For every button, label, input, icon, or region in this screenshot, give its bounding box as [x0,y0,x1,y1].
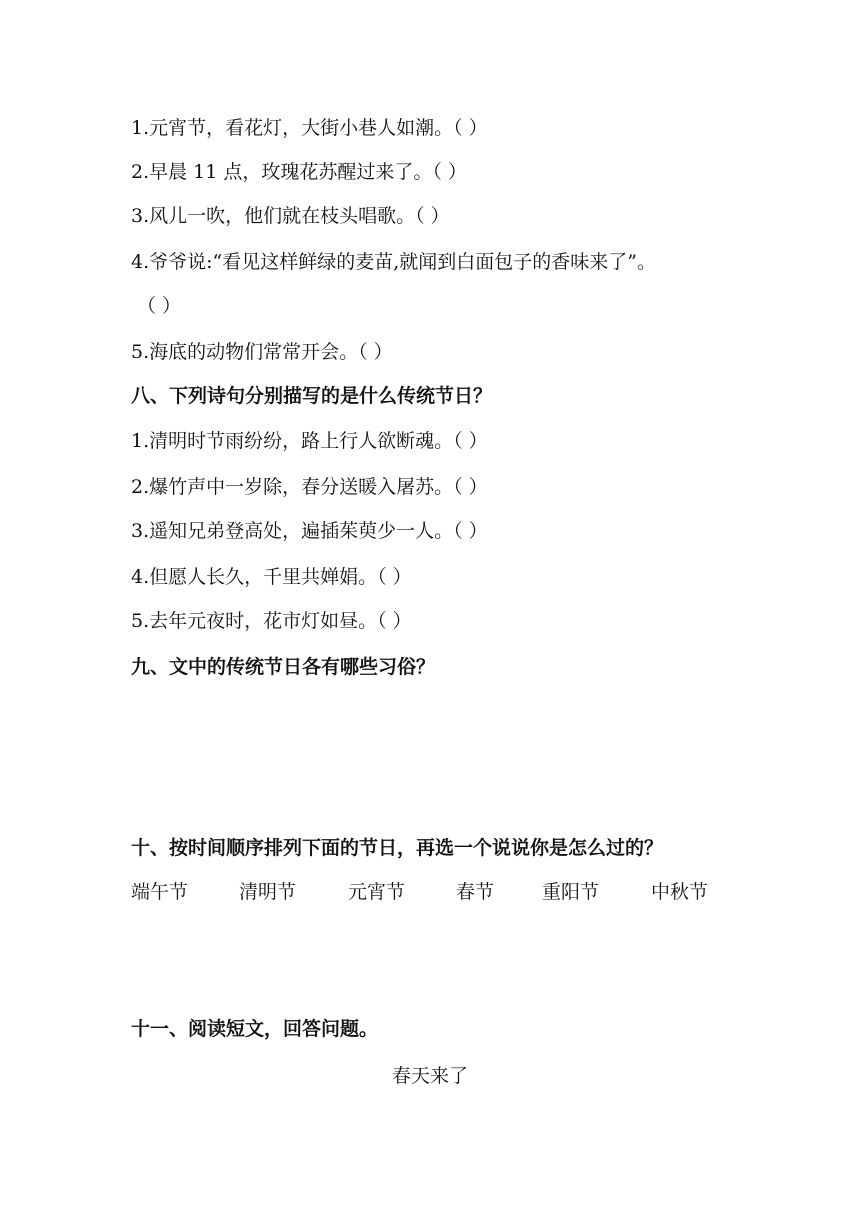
section11-heading: 十一、阅读短文，回答问题。 [131,1018,379,1040]
section9-heading: 九、文中的传统节日各有哪些习俗？ [131,656,436,678]
section8-item-3: 3.遥知兄弟登高处，遍插茱萸少一人。（ ） [131,520,488,542]
section7-item-3: 3.风儿一吹，他们就在枝头唱歌。（ ） [131,205,450,227]
section8-item-5: 5.去年元夜时，花市灯如昼。（ ） [131,610,412,632]
festival-item: 端午节 [131,881,189,903]
festival-item: 重阳节 [542,881,600,903]
section7-item-5: 5.海底的动物们常常开会。（ ） [131,341,393,363]
festival-item: 元宵节 [348,881,406,903]
section8-item-4: 4.但愿人长久，千里共婵娟。（ ） [131,566,412,588]
festival-item: 中秋节 [651,881,709,903]
section8-item-2: 2.爆竹声中一岁除，春分送暖入屠苏。（ ） [131,476,488,498]
passage-title: 春天来了 [391,1065,468,1087]
section7-item-4-blank: （ ） [137,295,182,317]
section7-item-1: 1.元宵节，看花灯，大街小巷人如潮。（ ） [131,117,488,139]
section7-item-2: 2.早晨 11 点，玫瑰花苏醒过来了。（ ） [131,161,467,183]
section10-heading: 十、按时间顺序排列下面的节日，再选一个说说你是怎么过的？ [131,837,664,859]
festival-list [131,878,731,906]
section7-item-4: 4.爷爷说:“看见这样鲜绿的麦苗,就闻到白面包子的香味来了”。 [131,251,656,273]
section8-item-1: 1.清明时节雨纷纷，路上行人欲断魂。（ ） [131,430,488,452]
festival-item: 春节 [456,881,495,903]
section8-heading: 八、下列诗句分别描写的是什么传统节日？ [131,385,493,407]
festival-item: 清明节 [239,881,297,903]
